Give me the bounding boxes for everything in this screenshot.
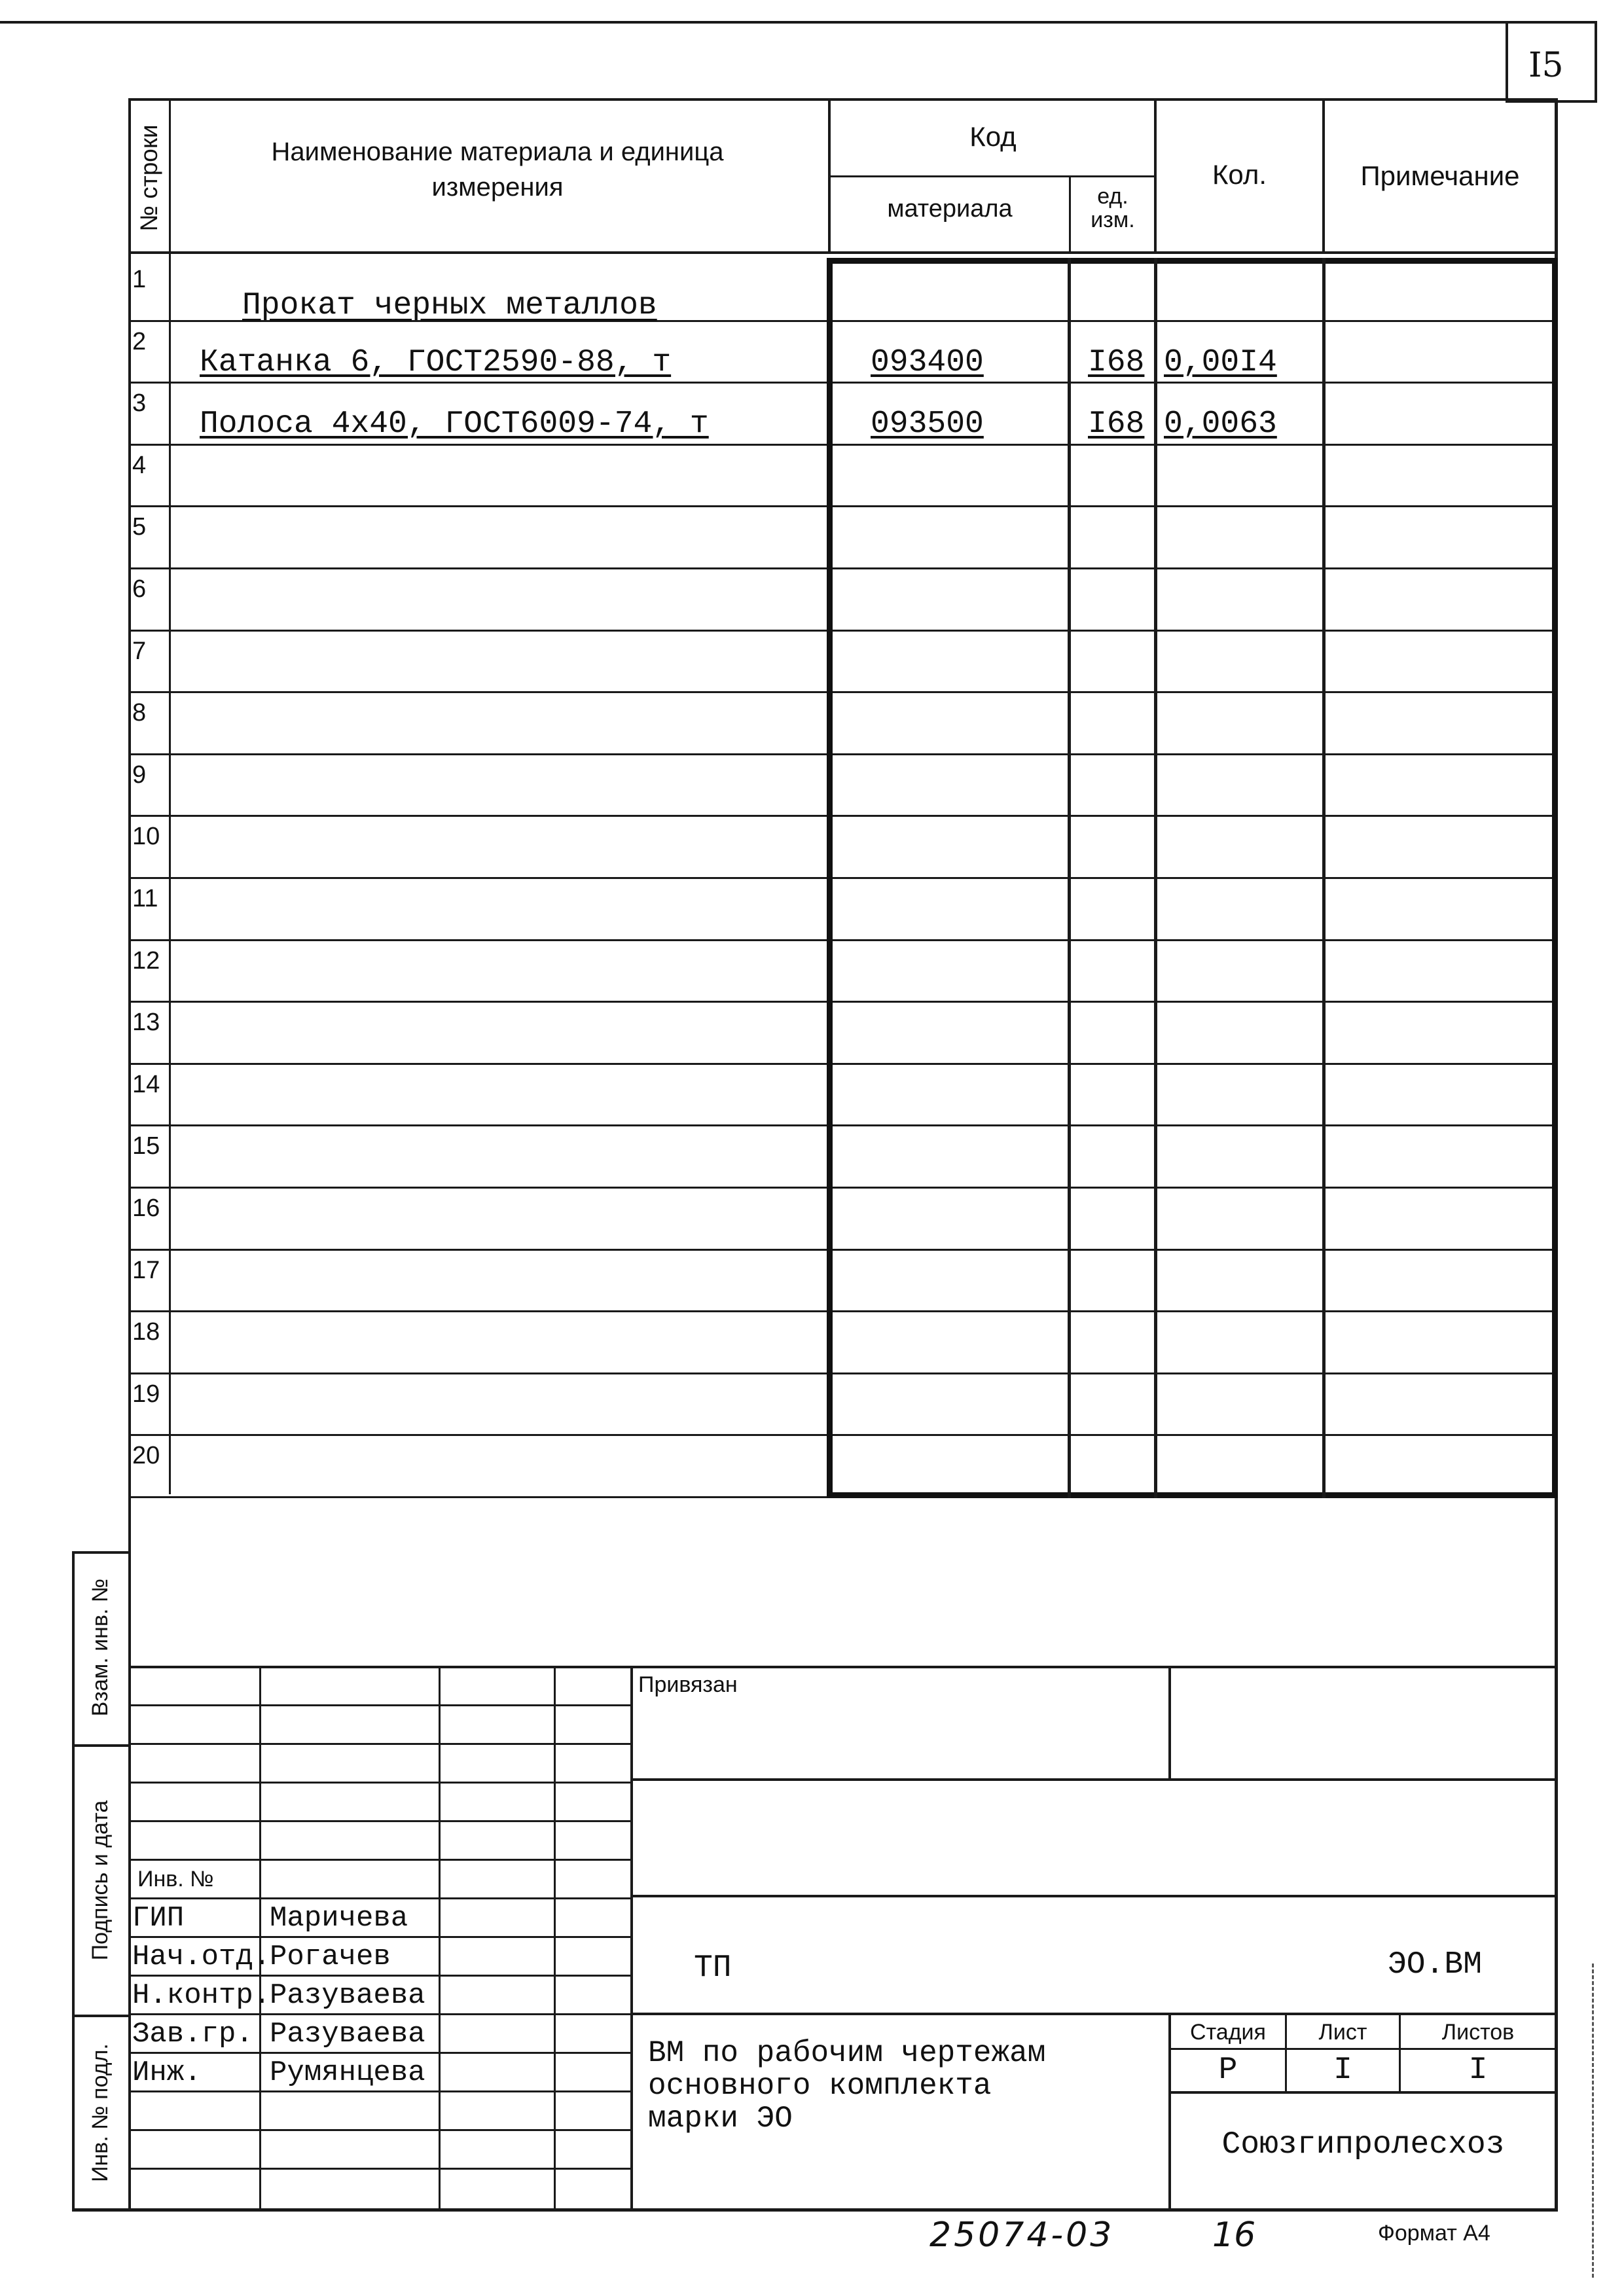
row-number-cell: 8	[132, 699, 147, 726]
row-number-cell: 15	[132, 1132, 160, 1160]
row-number-cell: 9	[132, 761, 147, 789]
row-number-cell: 1	[132, 266, 147, 293]
signer-name: Маричева	[270, 1902, 408, 1935]
signature-grid-line	[128, 1859, 632, 1861]
sheets-label: Листов	[1441, 2020, 1515, 2045]
tb-top-line	[128, 1666, 1558, 1668]
stage-label: Стадия	[1190, 2020, 1266, 2045]
row-number-cell: 20	[132, 1442, 160, 1469]
doc-title-line-3: марки ЭО	[648, 2102, 793, 2136]
body-col-no-line	[169, 254, 171, 1494]
row-code-cell: 093500	[871, 406, 984, 442]
body-col-unit-line	[1068, 258, 1071, 1498]
footer-page-number: 16	[1212, 2215, 1256, 2255]
header-bottom-line	[128, 251, 1558, 254]
frame-top-line	[0, 21, 1597, 24]
tied-label: Привязан	[638, 1672, 738, 1697]
row-number-cell: 16	[132, 1194, 160, 1222]
header-unit-a: ед.	[1097, 184, 1128, 209]
signature-grid-line	[128, 2052, 632, 2054]
row-number-cell: 10	[132, 823, 160, 850]
signer-role: Н.контр.	[132, 1979, 271, 2012]
tb-h-stage-header	[1168, 2048, 1558, 2050]
header-code-split-line	[828, 175, 1155, 177]
signer-role: Зав.гр.	[132, 2018, 253, 2051]
row-number-cell: 6	[132, 575, 147, 603]
header-row-number: № строки	[135, 124, 162, 232]
doc-title-line-2: основного комплекта	[648, 2069, 992, 2103]
row-number-cell: 14	[132, 1071, 160, 1098]
signer-role: Нач.отд.	[132, 1941, 271, 1973]
body-col-note-line	[1322, 258, 1326, 1498]
header-name: Наименование материала и единица измерения	[271, 137, 724, 202]
header-code: Код	[969, 121, 1017, 152]
sheets-value: I	[1468, 2053, 1488, 2088]
signature-grid-line	[128, 1975, 632, 1977]
section-title: Прокат черных металлов	[242, 288, 657, 323]
row-number-cell: 4	[132, 452, 147, 479]
tb-h-code-bottom	[630, 2013, 1558, 2015]
signer-name: Рогачев	[270, 1941, 391, 1973]
footer-doc-number: 25074-03	[929, 2215, 1115, 2255]
tb-h-tied-bottom	[630, 1778, 1558, 1781]
sheet-corner-number: I5	[1528, 46, 1564, 85]
tb-h-code-top	[630, 1895, 1558, 1897]
row-qty-cell: 0,00I4	[1164, 345, 1277, 380]
row-number-cell: 18	[132, 1318, 160, 1346]
stage-value: Р	[1218, 2053, 1238, 2088]
signature-grid-line	[128, 1820, 632, 1822]
tb-h-stage-value	[1168, 2091, 1558, 2094]
row-number-cell: 5	[132, 513, 147, 541]
stamp-sign-date: Подпись и дата	[88, 1800, 113, 1961]
signer-name: Румянцева	[270, 2056, 425, 2089]
frame-bottom-line	[72, 2208, 1558, 2212]
header-unit-b: изм.	[1091, 207, 1135, 232]
signature-grid-line	[128, 1936, 632, 1938]
stamp-left-line	[72, 1551, 75, 2211]
row-number-cell: 7	[132, 637, 147, 665]
signature-grid-line	[128, 1782, 632, 1784]
row-qty-cell: 0,0063	[1164, 406, 1277, 442]
body-col-qty-line	[1154, 258, 1157, 1498]
row-number-cell: 12	[132, 947, 160, 975]
trim-dashed-line	[1592, 1964, 1594, 2278]
signer-name: Разуваева	[270, 1979, 425, 2012]
row-number-cell: 17	[132, 1257, 160, 1284]
organization: Союзгипролесхоз	[1221, 2127, 1505, 2162]
doc-type: ТП	[694, 1950, 732, 1986]
sheet-value: I	[1333, 2053, 1352, 2088]
row-number-cell: 11	[132, 885, 158, 912]
code-qty-thick-box	[827, 258, 1558, 1498]
signer-name: Разуваева	[270, 2018, 425, 2051]
header-note: Примечание	[1360, 160, 1520, 191]
frame-right-line	[1595, 21, 1597, 103]
row-number-cell: 13	[132, 1009, 160, 1036]
signature-grid-line	[128, 1704, 632, 1706]
header-top-line	[128, 98, 1558, 101]
row-name-cell: Полоса 4х40, ГОСТ6009-74, т	[200, 406, 709, 442]
stamp-orig-inv: Инв. № подл.	[88, 2043, 113, 2182]
corner-box-left	[1506, 21, 1508, 103]
doc-code: ЭО.ВМ	[1388, 1947, 1483, 1982]
stamp-replace-inv: Взам. инв. №	[88, 1578, 113, 1717]
signature-grid-line	[128, 1897, 632, 1899]
doc-title-line-1: ВМ по рабочим чертежам	[648, 2036, 1046, 2070]
row-unit-cell: I68	[1088, 345, 1145, 380]
signature-grid-line	[128, 2129, 632, 2131]
row-number-cell: 19	[132, 1380, 160, 1408]
sheet-label: Лист	[1318, 2020, 1367, 2045]
row-number-cell: 2	[132, 328, 147, 355]
signature-grid-line	[128, 2168, 632, 2170]
header-material: материала	[887, 195, 1013, 223]
footer-format: Формат А4	[1378, 2221, 1490, 2246]
signer-role: Инж.	[132, 2056, 202, 2089]
row-code-cell: 093400	[871, 345, 984, 380]
signer-role: ГИП	[132, 1902, 185, 1935]
signature-grid-line	[128, 2090, 632, 2092]
inv-no-label: Инв. №	[137, 1867, 214, 1892]
row-unit-cell: I68	[1088, 406, 1145, 442]
header-col-no-line	[169, 98, 171, 251]
row-number-cell: 3	[132, 389, 147, 417]
row-name-cell: Катанка 6, ГОСТ2590-88, т	[200, 345, 672, 380]
signature-grid-line	[128, 1743, 632, 1745]
tb-col-right	[1168, 1666, 1171, 1778]
signature-grid-line	[128, 2013, 632, 2015]
header-qty: Кол.	[1212, 159, 1267, 190]
